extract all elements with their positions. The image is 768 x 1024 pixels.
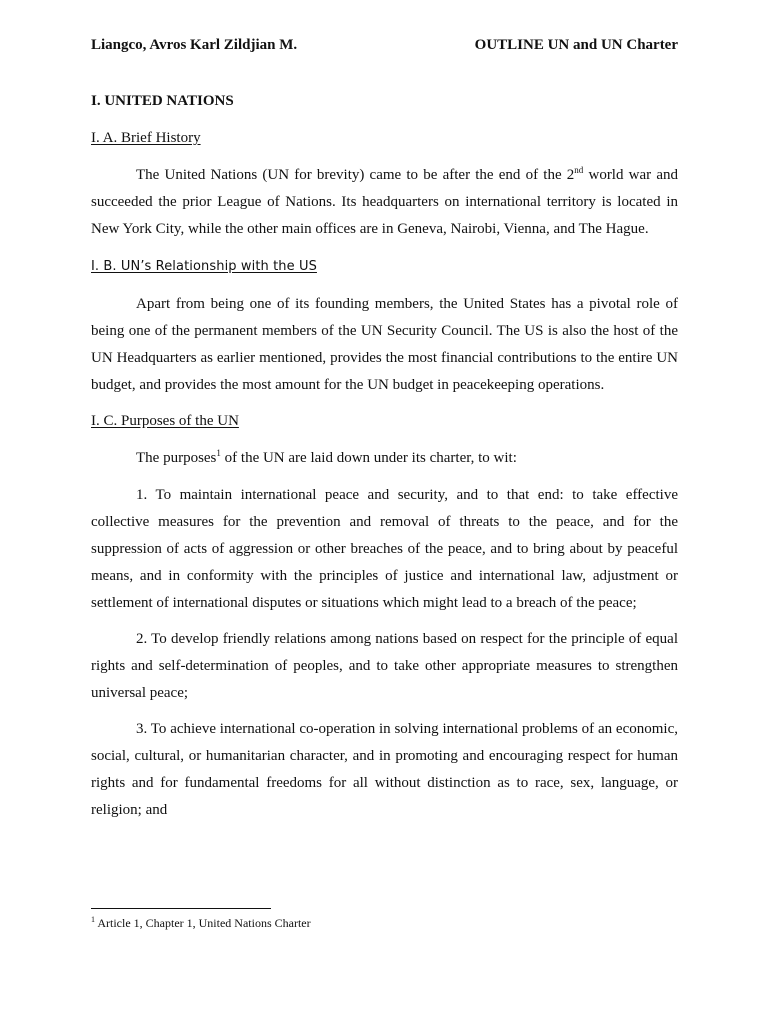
subheading-brief-history: I. A. Brief History xyxy=(91,130,201,146)
history-text-2: world war and succeeded the prior League of Nations. Its headquarters on international territory is located in New York City, while the other main offices are in Geneva, Nairobi, Vienna, and The Hague. xyxy=(91,167,678,237)
footnote-reference: 1 xyxy=(216,448,221,458)
purpose-item-3: 3. To achieve international co-operation in solving international problems of an economic, social, cultural, or humanitarian character, and in promoting and encouraging respect for human rights and for fundamental freedoms for all without distinction as to race, sex, language, or religion; and xyxy=(91,721,678,818)
page-header xyxy=(91,37,678,57)
purpose-item-2: 2. To develop friendly relations among nations based on respect for the principle of equal rights and self-determination of peoples, and to take other appropriate measures to strengthen universal peace; xyxy=(91,631,678,701)
purposes-intro-text-2: of the UN are laid down under its charter, to wit: xyxy=(220,450,517,466)
purposes-intro-text-1: The purposes xyxy=(136,450,217,466)
header-title: OUTLINE UN and UN Charter xyxy=(474,37,678,53)
footnote-divider xyxy=(91,908,271,909)
history-text-1: The United Nations (UN for brevity) came to be after the end of the 2 xyxy=(136,167,575,183)
paragraph-purposes-intro xyxy=(91,445,678,472)
purpose-item-1: 1. To maintain international peace and security, and to that end: to take effective collective measures for the prevention and removal of threats to the peace, and for the suppression of acts of aggression or other breaches of the peace, and to bring about by peaceful means, and in conformity with the principles of justice and international law, adjustment or settlement of international disputes or situations which might lead to a breach of the peace; xyxy=(91,487,678,611)
subheading-purposes: I. C. Purposes of the UN xyxy=(91,413,239,429)
footnote xyxy=(91,916,311,931)
footnote-text: Article 1, Chapter 1, United Nations Charter xyxy=(95,916,311,930)
subheading-relationship-us: I. B. UN’s Relationship with the US xyxy=(91,259,317,274)
paragraph-history xyxy=(91,162,678,243)
paragraph-relationship: Apart from being one of its founding members, the United States has a pivotal role of being one of the permanent members of the UN Security Council. The US is also the host of the UN Headquarters as earlier mentioned, provides the most financial contributions to the entire UN budget, and provides the most amount for the UN budget in peacekeeping operations. xyxy=(91,296,678,393)
footnote-marker: 1 xyxy=(91,915,95,924)
section-heading: I. UNITED NATIONS xyxy=(91,93,234,109)
history-superscript: nd xyxy=(574,165,584,175)
header-author: Liangco, Avros Karl Zildjian M. xyxy=(91,37,298,53)
